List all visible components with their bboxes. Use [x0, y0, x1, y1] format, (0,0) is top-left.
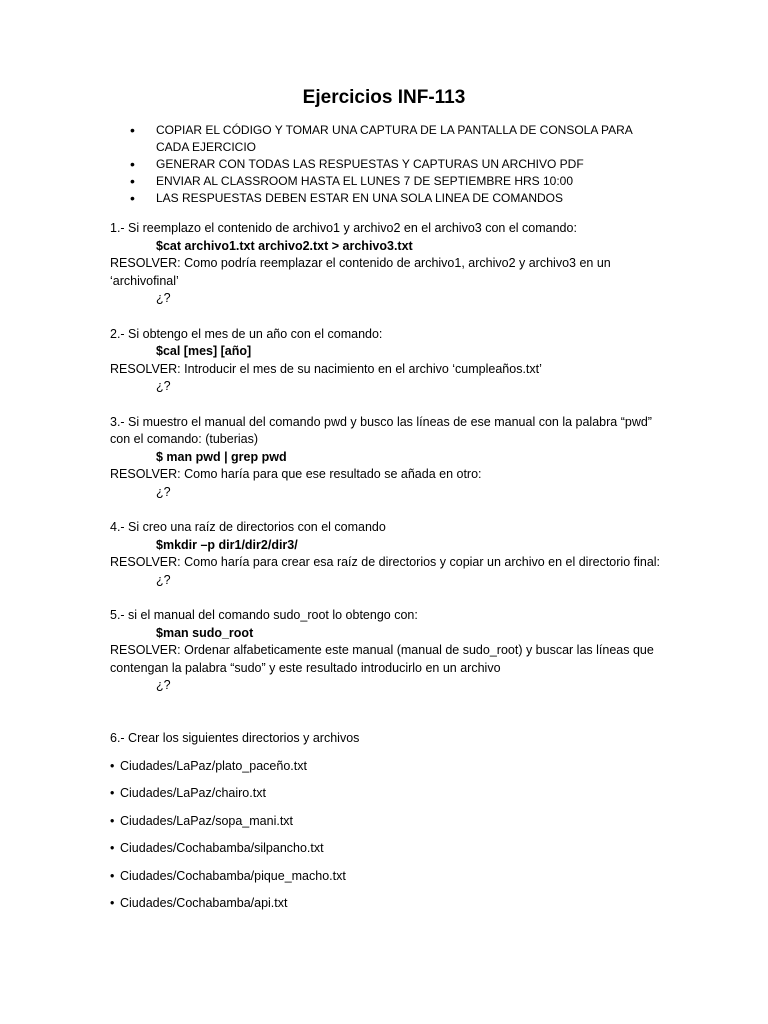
exercise-5 [110, 607, 670, 695]
file-list-item: • Ciudades/Cochabamba/silpancho.txt [110, 840, 670, 868]
file-list-item: • Ciudades/Cochabamba/pique_macho.txt [110, 868, 670, 896]
document-title: Ejercicios INF-113 [302, 87, 466, 108]
exercise-4-command: $mkdir –p dir1/dir2/dir3/ [156, 537, 298, 552]
exercise-3 [110, 414, 670, 502]
exercise-2-resolver: RESOLVER: Introducir el mes de su nacimiento en el archivo ‘cumpleaños.txt’ [110, 361, 542, 376]
instruction-item: • COPIAR EL CÓDIGO Y TOMAR UNA CAPTURA DE LA PANTALLA DE CONSOLA PARA CADA EJERCICIO [130, 122, 650, 156]
exercise-4-answer: ¿? [156, 572, 171, 587]
exercise-3-resolver: RESOLVER: Como haría para que ese resultado se añada en otro: [110, 467, 482, 482]
exercise-4-resolver: RESOLVER: Como haría para crear esa raíz de directorios y copiar un archivo en el directorio final: [110, 555, 661, 570]
exercise-5-command: $man sudo_root [156, 625, 254, 640]
exercise-6 [110, 730, 670, 923]
exercise-3-answer: ¿? [156, 484, 171, 499]
exercises [110, 220, 670, 923]
exercise-5-resolver: RESOLVER: Ordenar alfabeticamente este manual (manual de sudo_root) y buscar las líneas que contengan la palabra “sudo” y este resultado introducirlo en un archivo [110, 643, 654, 675]
exercise-1-answer: ¿? [156, 291, 171, 306]
exercise-5-question: 5.- si el manual del comando sudo_root lo obtengo con: [110, 608, 418, 623]
instruction-item: • GENERAR CON TODAS LAS RESPUESTAS Y CAPTURAS UN ARCHIVO PDF [130, 156, 650, 173]
exercise-2-answer: ¿? [156, 379, 171, 394]
exercise-1-command: $cat archivo1.txt archivo2.txt > archivo3.txt [156, 238, 413, 253]
exercise-3-command: $ man pwd | grep pwd [156, 449, 287, 464]
exercise-4-question: 4.- Si creo una raíz de directorios con el comando [110, 520, 386, 535]
exercise-3-question: 3.- Si muestro el manual del comando pwd y busco las líneas de ese manual con la palabra “pwd” con el comando: (tuberias) [110, 414, 652, 447]
exercise-1-question: 1.- Si reemplazo el contenido de archivo1 y archivo2 en el archivo3 con el comando: [110, 221, 577, 235]
file-list-item: • Ciudades/LaPaz/sopa_mani.txt [110, 813, 670, 841]
file-list-item: • Ciudades/LaPaz/plato_paceño.txt [110, 758, 670, 786]
instruction-item: • ENVIAR AL CLASSROOM HASTA EL LUNES 7 DE SEPTIEMBRE HRS 10:00 [130, 173, 650, 190]
file-list-item: • Ciudades/Cochabamba/api.txt [110, 895, 670, 923]
exercise-2-question: 2.- Si obtengo el mes de un año con el comando: [110, 326, 383, 341]
exercise-2 [110, 326, 670, 396]
exercise-1 [110, 220, 670, 308]
instructions-list [130, 122, 650, 207]
file-list-item: • Ciudades/LaPaz/chairo.txt [110, 785, 670, 813]
exercise-4 [110, 519, 670, 589]
exercise-6-question: 6.- Crear los siguientes directorios y archivos [110, 731, 360, 746]
exercise-5-answer: ¿? [156, 678, 171, 693]
file-list [110, 758, 670, 923]
exercise-2-command: $cal [mes] [año] [156, 344, 252, 359]
exercise-1-resolver: RESOLVER: Como podría reemplazar el contenido de archivo1, archivo2 y archivo3 en un ‘archivofinal’ [110, 256, 611, 288]
instruction-item: • LAS RESPUESTAS DEBEN ESTAR EN UNA SOLA LINEA DE COMANDOS [130, 190, 650, 207]
